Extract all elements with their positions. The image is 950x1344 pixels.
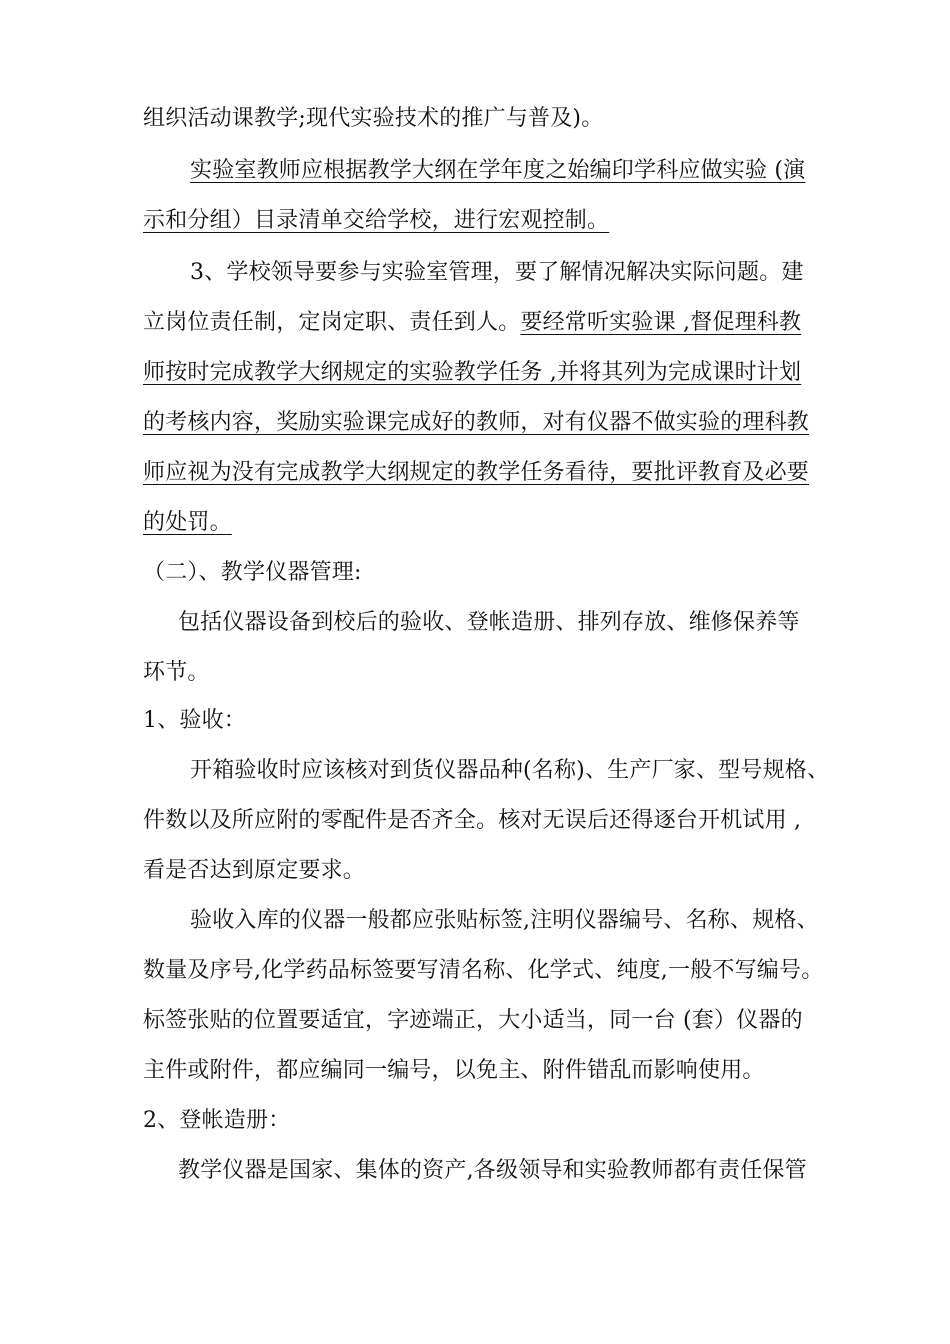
subsection-heading: 1、验收： bbox=[143, 708, 246, 733]
text-line: 包括仪器设备到校后的验收、登帐造册、排列存放、维修保养等 bbox=[178, 610, 800, 635]
text-line bbox=[190, 156, 860, 186]
text-line bbox=[143, 358, 813, 388]
text-line: 件数以及所应附的零配件是否齐全。核对无误后还得逐台开机试用 , bbox=[143, 808, 802, 833]
text-line bbox=[143, 508, 813, 538]
underlined-text: 实验室教师应根据教学大纲在学年度之始编印学科应做实验 (演 bbox=[190, 158, 806, 183]
text-line bbox=[143, 458, 813, 488]
text-line bbox=[143, 206, 813, 236]
text-line: 标签张贴的位置要适宜，字迹端正，大小适当，同一台 (套）仪器的 bbox=[143, 1008, 803, 1033]
text-line bbox=[143, 408, 813, 438]
subsection-heading: 2、登帐造册： bbox=[143, 1108, 291, 1133]
text-line: 环节。 bbox=[143, 660, 210, 685]
text-line: 开箱验收时应该核对到货仪器品种(名称)、生产厂家、型号规格、 bbox=[190, 758, 830, 783]
text-line: 立岗位责任制，定岗定职、责任到人。要经常听实验课 ,督促理科教 bbox=[143, 310, 802, 335]
section-heading: （二）、教学仪器管理: bbox=[143, 560, 362, 585]
underlined-text: 的处罚。 bbox=[143, 510, 232, 535]
text-line: 主件或附件，都应编同一编号，以免主、附件错乱而影响使用。 bbox=[143, 1058, 765, 1083]
underlined-text: 师按时完成教学大纲规定的实验教学任务 ,并将其列为完成课时计划 bbox=[143, 360, 802, 385]
underlined-text: 示和分组）目录清单交给学校，进行宏观控制。 bbox=[143, 208, 610, 233]
text-line: 数量及序号,化学药品标签要写清名称、化学式、纯度,一般不写编号。 bbox=[143, 958, 824, 983]
text-line: 3、学校领导要参与实验室管理，要了解情况解决实际问题。建 bbox=[190, 260, 804, 285]
text-line: 教学仪器是国家、集体的资产,各级领导和实验教师都有责任保管 bbox=[178, 1158, 807, 1183]
underlined-text: 的考核内容，奖励实验课完成好的教师，对有仪器不做实验的理科教 bbox=[143, 410, 810, 435]
text-line: 验收入库的仪器一般都应张贴标签,注明仪器编号、名称、规格、 bbox=[190, 908, 819, 933]
text-line: 组织活动课教学;现代实验技术的推广与普及)。 bbox=[143, 106, 604, 131]
text-line: 看是否达到原定要求。 bbox=[143, 858, 366, 883]
underlined-text: 师应视为没有完成教学大纲规定的教学任务看待，要批评教育及必要 bbox=[143, 460, 810, 485]
underlined-text: 要经常听实验课 ,督促理科教 bbox=[520, 310, 802, 335]
